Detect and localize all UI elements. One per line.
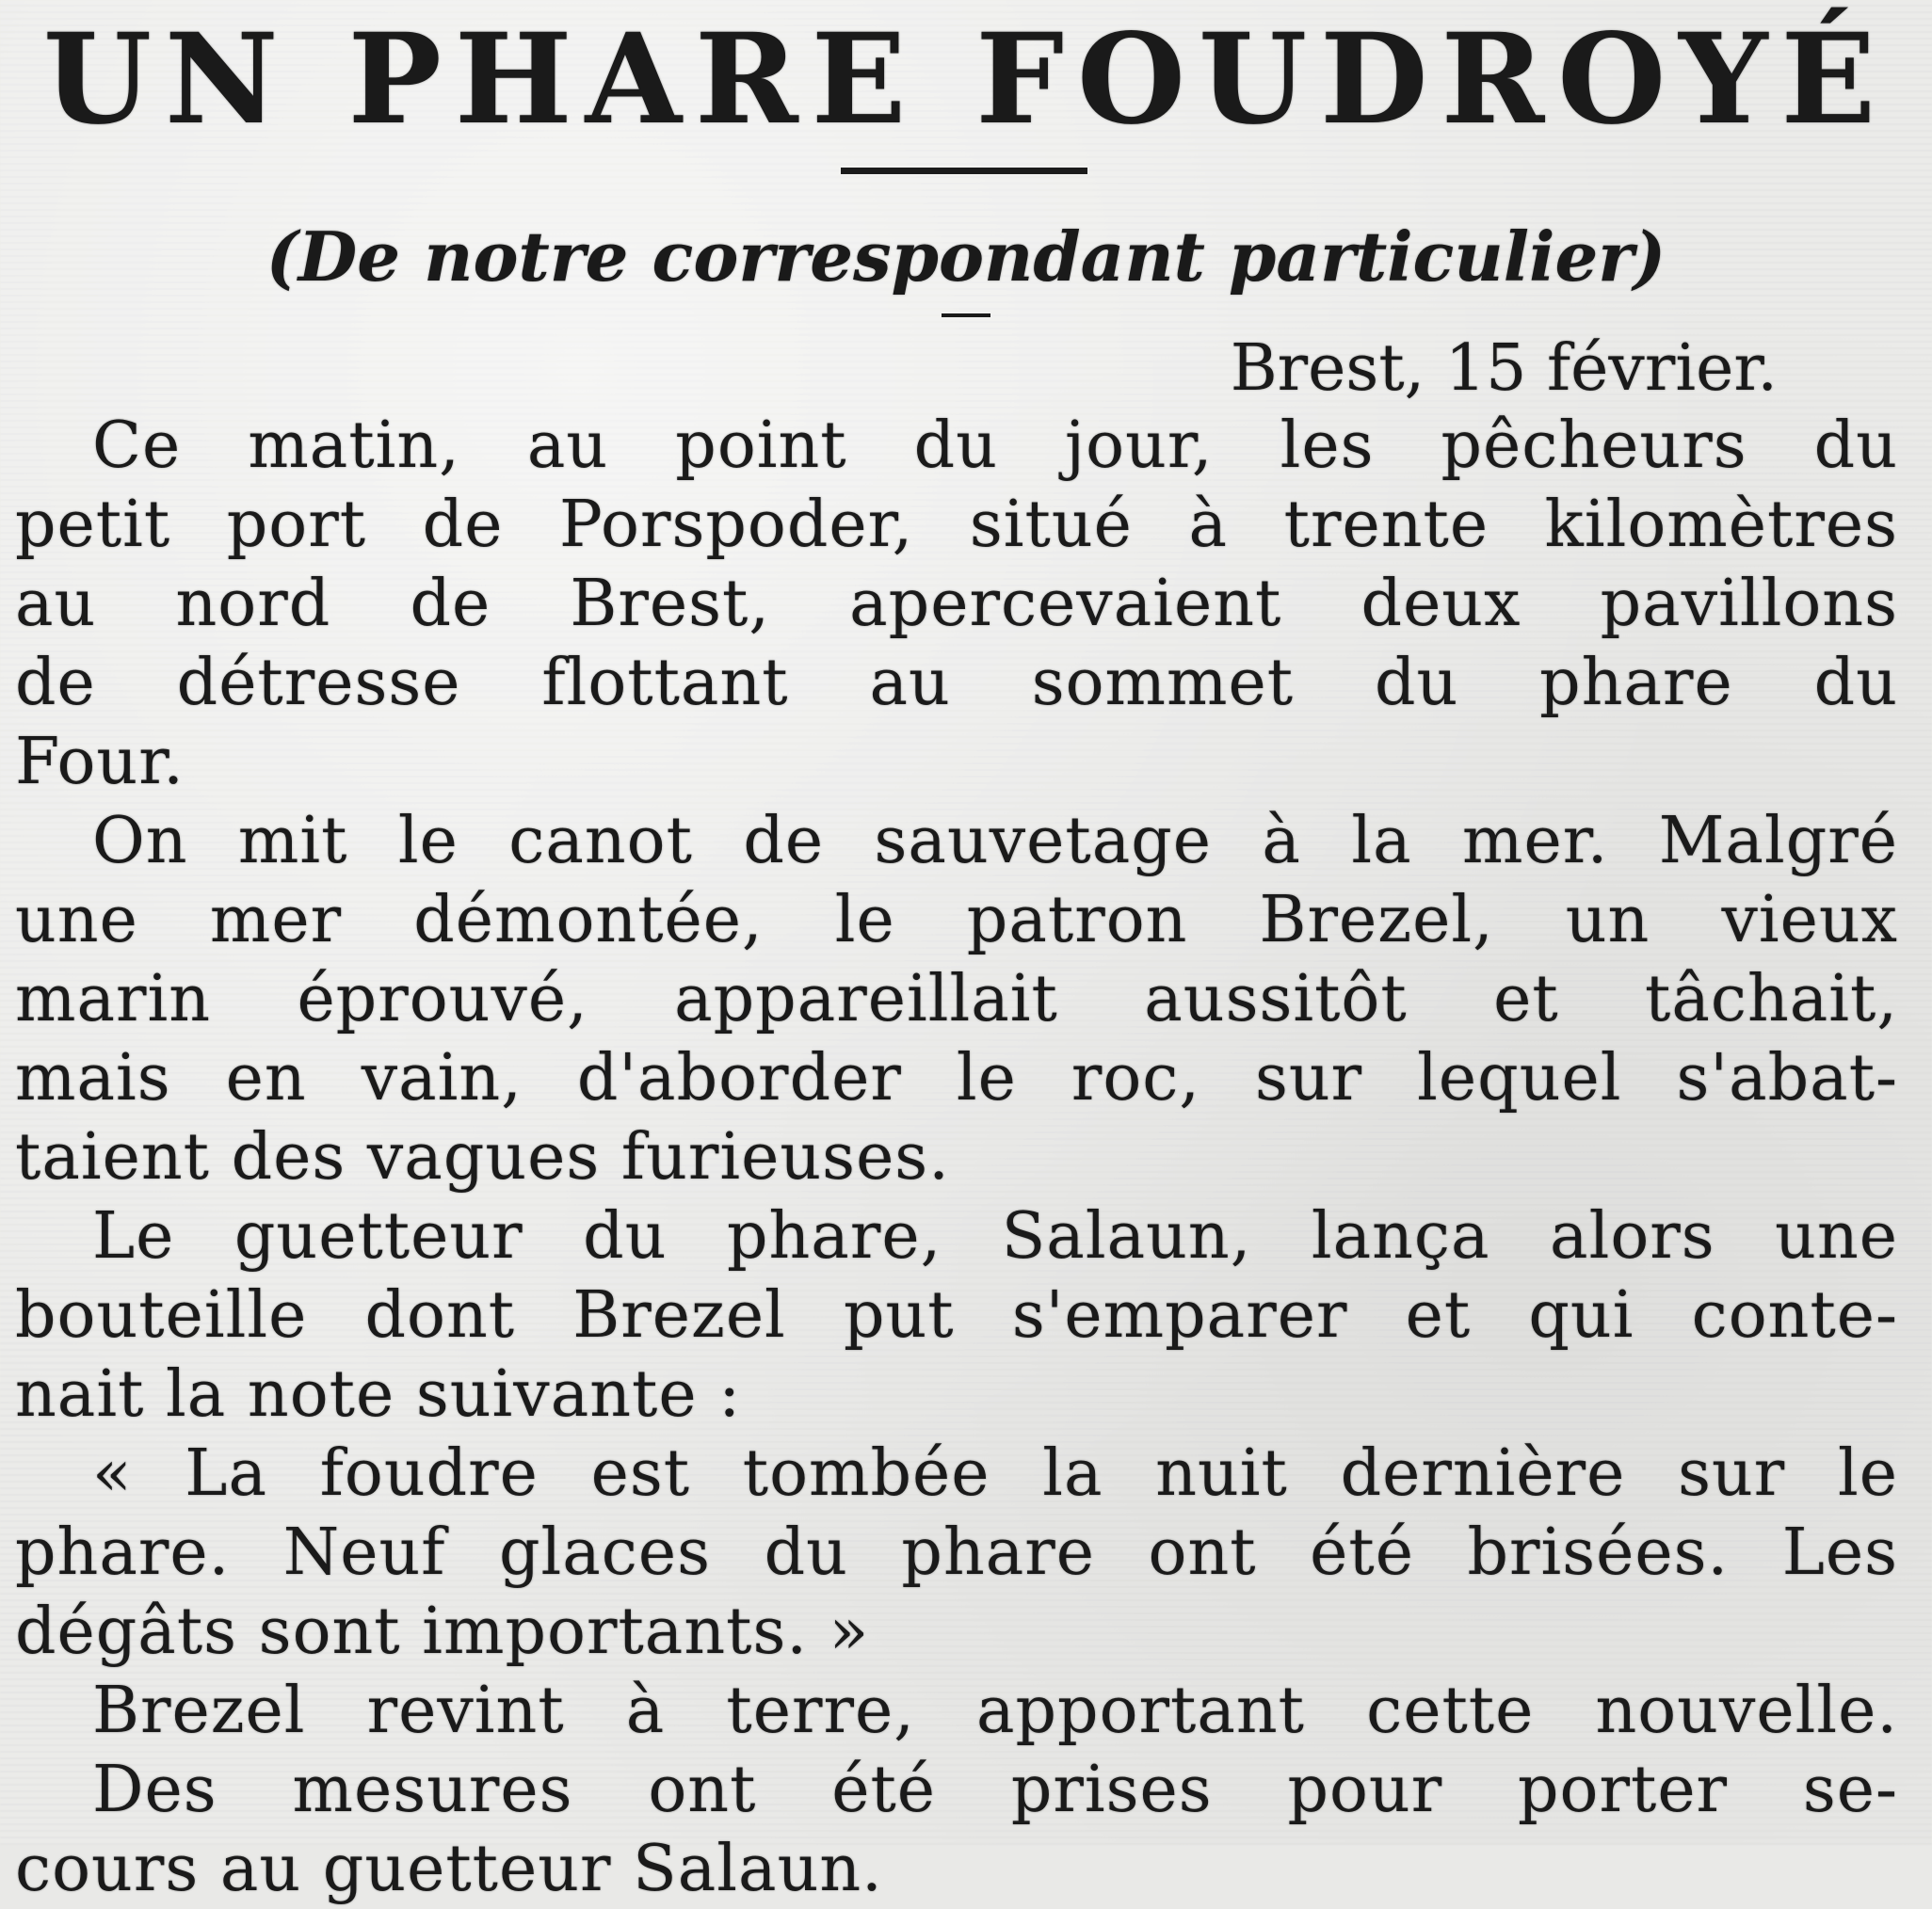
dateline: Brest, 15 février. [1230, 331, 1778, 406]
article-line: marin éprouvé, appareillait aussitôt et tâchait, [15, 962, 1898, 1036]
article-line: Brezel revint à terre, apportant cette nouvelle. [92, 1674, 1898, 1748]
article-line: On mit le canot de sauvetage à la mer. Malgré [92, 804, 1898, 878]
article-line: taient des vagues furieuses. [15, 1120, 950, 1195]
headline-rule [841, 168, 1087, 174]
article-body [15, 407, 1898, 1909]
article-line: Four. [15, 725, 185, 799]
article-line: nait la note suivante : [15, 1357, 742, 1432]
article-line: Des mesures ont été prises pour porter se- [92, 1753, 1898, 1827]
article-line: Ce matin, au point du jour, les pêcheurs du [92, 409, 1898, 483]
subheading-rule [942, 313, 990, 317]
article-line: phare. Neuf glaces du phare ont été brisées. Les [15, 1516, 1898, 1590]
article-line: mais en vain, d'aborder le roc, sur lequel s'abat- [15, 1041, 1898, 1115]
article-line: « La foudre est tombée la nuit dernière sur le [92, 1436, 1898, 1511]
article-line: bouteille dont Brezel put s'emparer et qui conte- [15, 1278, 1898, 1353]
subheading: (De notre correspondant particulier) [266, 217, 1666, 297]
article-line: au nord de Brest, apercevaient deux pavillons [15, 567, 1898, 641]
article-line: cours au guetteur Salaun. [15, 1832, 883, 1906]
headline: UN PHARE FOUDROYÉ [42, 7, 1890, 152]
article-line: de détresse flottant au sommet du phare du [15, 646, 1898, 720]
article-line: dégâts sont importants. » [15, 1595, 870, 1669]
article-line: Le guetteur du phare, Salaun, lança alors une [92, 1199, 1898, 1274]
article-line: une mer démontée, le patron Brezel, un vieux [15, 883, 1898, 957]
article-line: petit port de Porspoder, situé à trente kilomètres [15, 488, 1898, 562]
